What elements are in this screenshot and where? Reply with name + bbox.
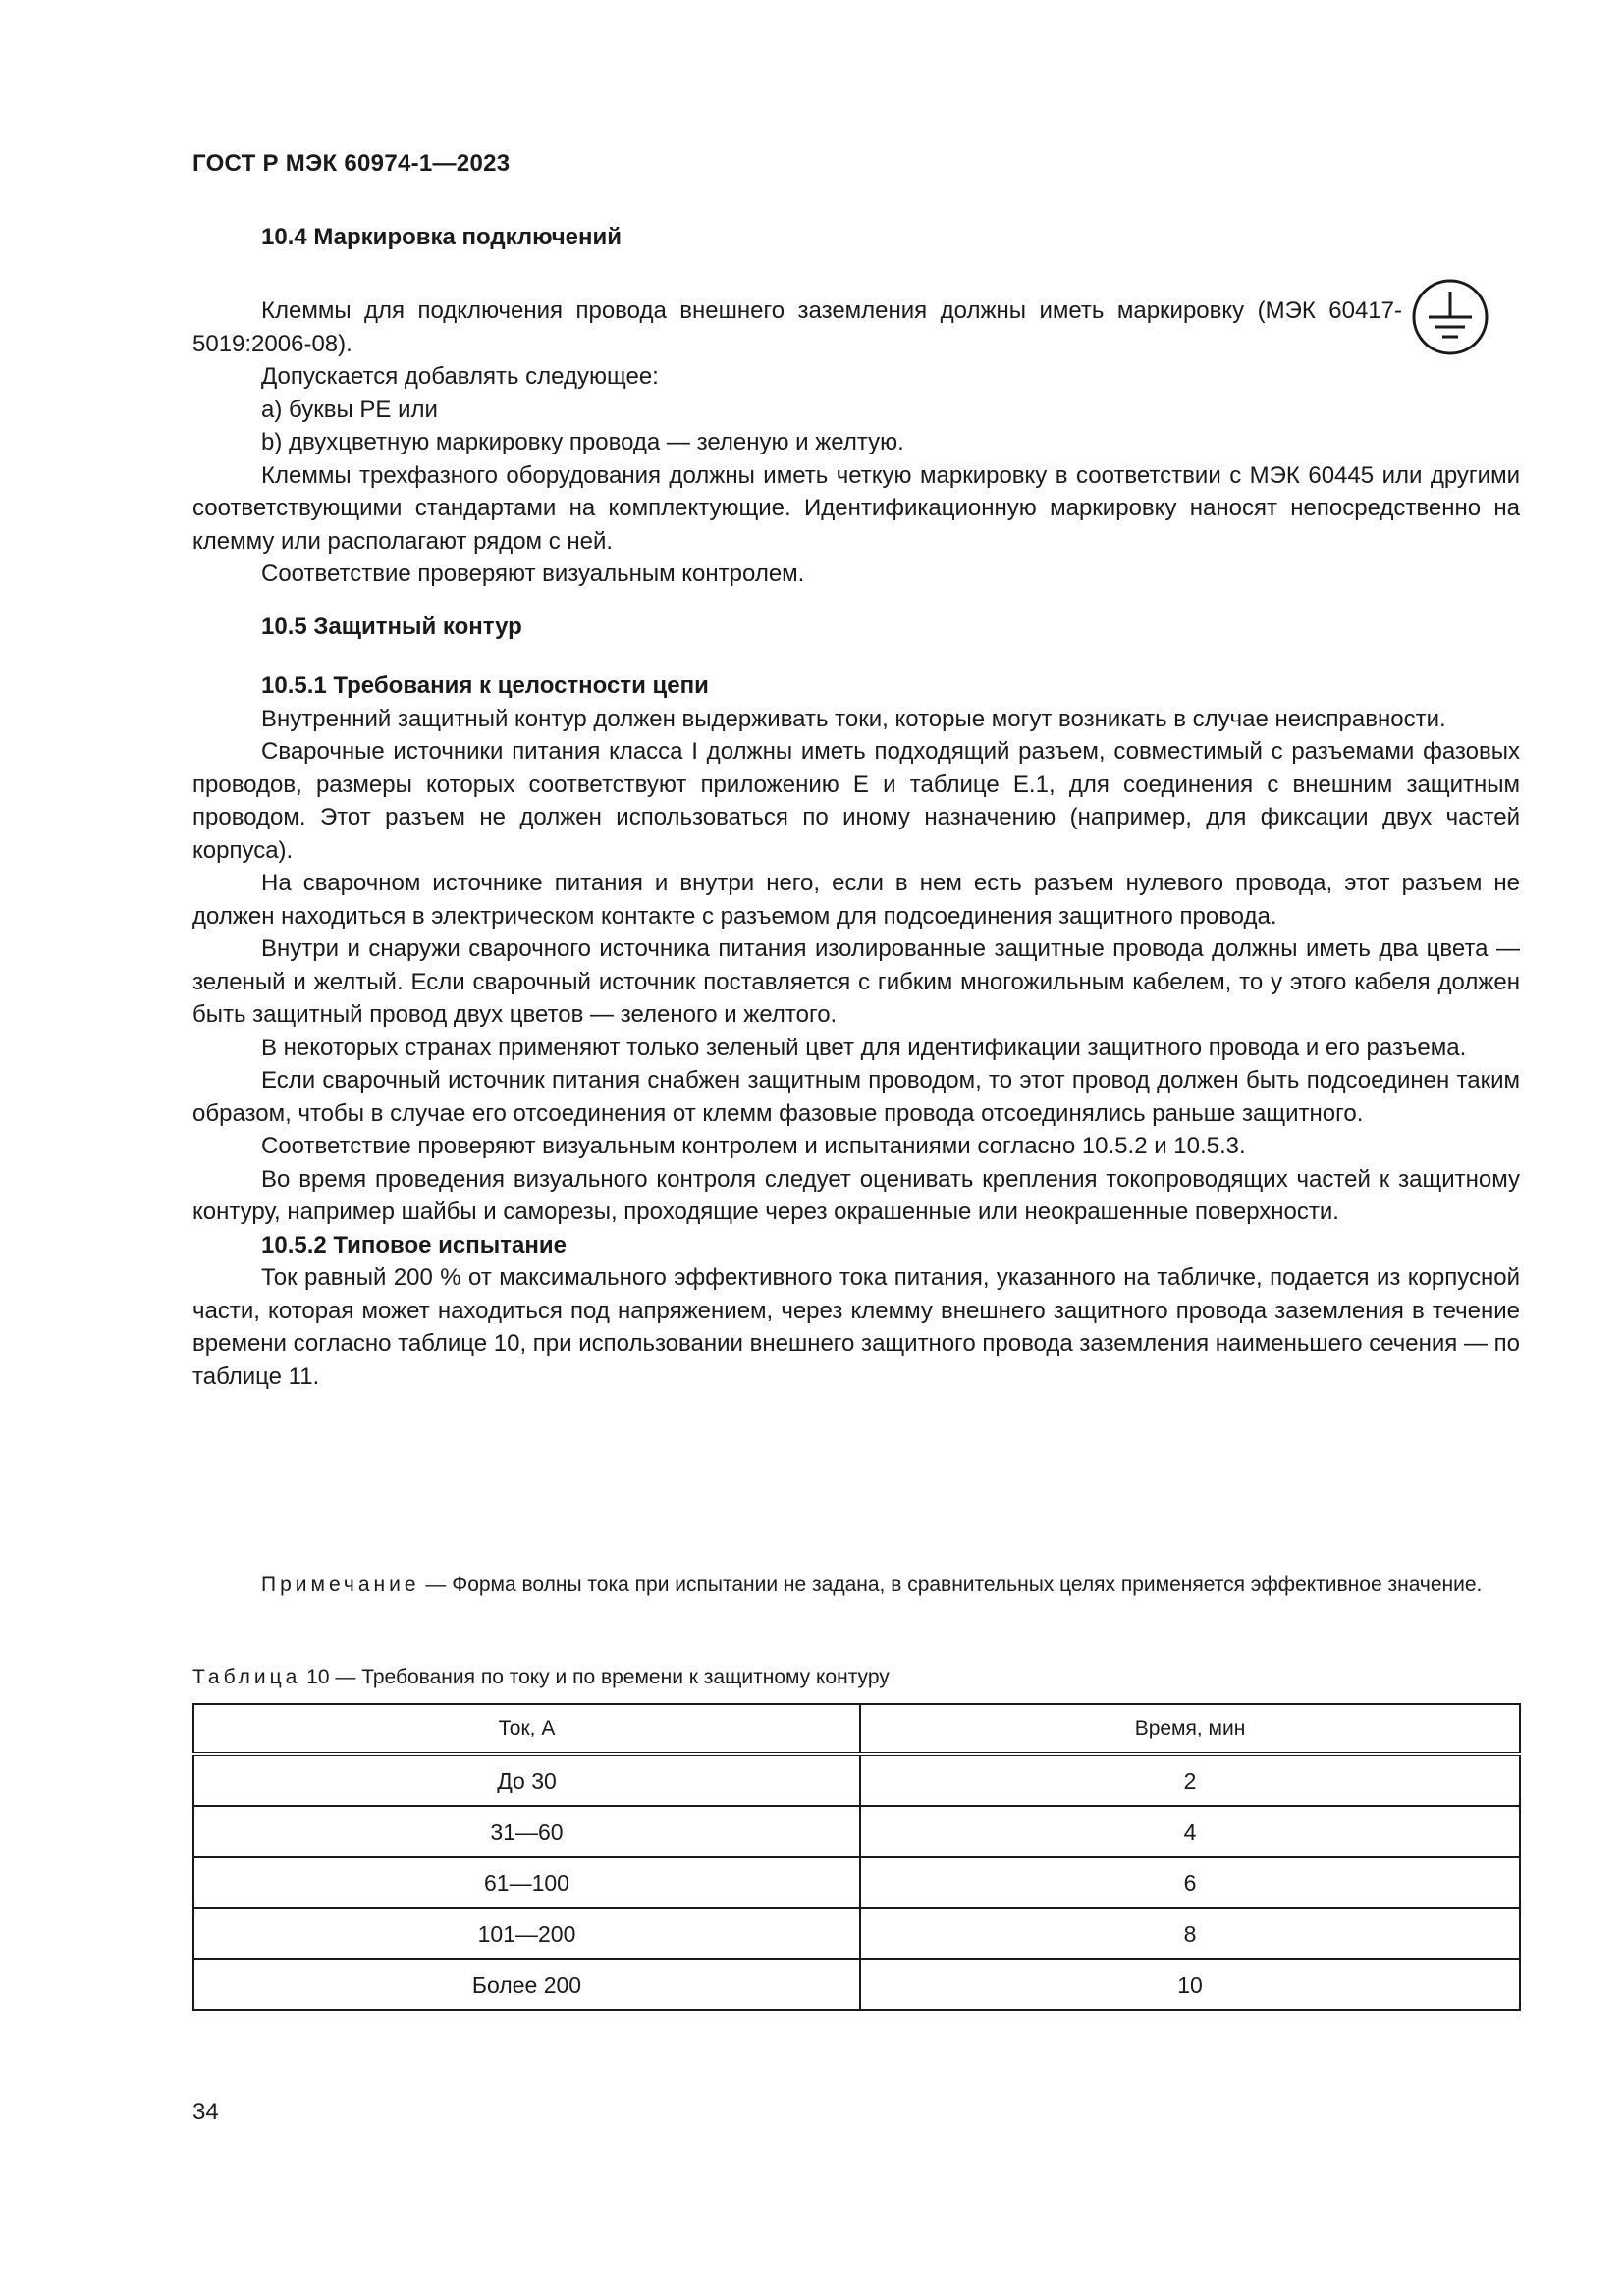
section-10-4-body: [192, 360, 1520, 591]
section-10-5: [192, 614, 1520, 641]
section-10-4: [192, 224, 1520, 251]
section-10-4-paragraph-4: Соответствие проверяют визуальным контролем.: [261, 561, 805, 587]
section-10-5-2-paragraph-1: Ток равный 200 % от максимального эффективного тока питания, указанного на табличке, подается из корпусной части, которая может находиться под напряжением, через клемму внешнего защитного провода заземления в течение времени согласно таблице 10, при использовании внешнего защитного провода заземления наименьшего сечения — по таблице 11.: [192, 1264, 1520, 1390]
section-10-5-1-paragraph-8: Во время проведения визуального контроля следует оценивать крепления токопроводящих частей к защитному контуру, например шайбы и саморезы, проходящие через окрашенные или неокрашенные поверхности.: [192, 1165, 1520, 1225]
table-row: [193, 1857, 1520, 1908]
section-10-4-title: 10.4 Маркировка подключений: [261, 224, 623, 250]
cell-time: 4: [860, 1806, 1520, 1857]
section-10-5-title: 10.5 Защитный контур: [261, 614, 522, 640]
table-row: [193, 1754, 1520, 1806]
cell-current: 31—60: [193, 1806, 860, 1857]
cell-time: 10: [860, 1959, 1520, 2010]
cell-current: 61—100: [193, 1857, 860, 1908]
section-10-5-1-paragraph-7: Соответствие проверяют визуальным контролем и испытаниями согласно 10.5.2 и 10.5.3.: [261, 1133, 1246, 1159]
column-header-time: Время, мин: [860, 1704, 1520, 1754]
section-10-4-paragraph-3: Клеммы трехфазного оборудования должны иметь четкую маркировку в соответствии с МЭК 60445 или другими соответствующими стандартами на комплектующие. Идентификационную маркировку наносят непосредственно на клемму или располагают рядом с ней.: [192, 461, 1520, 555]
section-10-5-1-paragraph-1: Внутренний защитный контур должен выдерживать токи, которые могут возникать в случае неисправности.: [261, 705, 1446, 732]
section-10-5-1-paragraph-3: На сварочном источнике питания и внутри него, если в нем есть разъем нулевого провода, этот разъем не должен находиться в электрическом контакте с разъемом для подсоединения защитного провода.: [192, 870, 1520, 930]
note: [192, 1571, 1520, 1600]
note-text: — Форма волны тока при испытании не задана, в сравнительных целях применяется эффективное значение.: [419, 1574, 1483, 1596]
table-row: [193, 1806, 1520, 1857]
table-caption-label: Таблица: [192, 1666, 301, 1688]
column-header-current: Ток, А: [193, 1704, 860, 1754]
list-item-b: b) двухцветную маркировку провода — зеленую и желтую.: [261, 429, 904, 455]
cell-time: 6: [860, 1857, 1520, 1908]
standard-header: ГОСТ Р МЭК 60974-1—2023: [192, 150, 511, 177]
section-10-5-1-paragraph-5: В некоторых странах применяют только зеленый цвет для идентификации защитного провода и его разъема.: [261, 1034, 1467, 1061]
table-header-row: [193, 1704, 1520, 1754]
table-10: [192, 1703, 1521, 2011]
page-number: 34: [192, 2099, 219, 2125]
cell-time: 2: [860, 1754, 1520, 1806]
table-row: [193, 1908, 1520, 1959]
table-caption-text: 10 — Требования по току и по времени к защитному контуру: [300, 1666, 890, 1688]
section-10-5-1-title: 10.5.1 Требования к целостности цепи: [261, 672, 709, 699]
section-10-5-1-paragraph-4: Внутри и снаружи сварочного источника питания изолированные защитные провода должны иметь два цвета — зеленый и желтый. Если сварочный источник поставляется с гибким многожильным кабелем, то у этого кабеля должен быть защитный провод двух цветов — зеленого и желтого.: [192, 935, 1520, 1028]
note-label: Примечание: [261, 1574, 420, 1596]
cell-current: 101—200: [193, 1908, 860, 1959]
section-10-5-1-paragraph-2: Сварочные источники питания класса I должны иметь подходящий разъем, совместимый с разъемами фазовых проводов, размеры которых соответствуют приложению E и таблице E.1, для соединения с внешним защитным проводом. Этот разъем не должен использоваться по иному назначению (например, для фиксации двух частей корпуса).: [192, 738, 1520, 864]
section-10-5-1: [192, 669, 1520, 1393]
section-10-4-p1-block: [192, 294, 1402, 360]
note-block: [192, 1571, 1520, 1600]
list-item-a: a) буквы PE или: [261, 396, 438, 423]
cell-time: 8: [860, 1908, 1520, 1959]
cell-current: До 30: [193, 1754, 860, 1806]
table-row: [193, 1959, 1520, 2010]
section-10-4-paragraph-2: Допускается добавлять следующее:: [261, 363, 659, 390]
table-10-caption: [192, 1666, 890, 1689]
cell-current: Более 200: [193, 1959, 860, 2010]
protective-earth-icon: [1411, 278, 1489, 356]
section-10-5-2-title: 10.5.2 Типовое испытание: [261, 1231, 567, 1258]
section-10-5-1-paragraph-6: Если сварочный источник питания снабжен защитным проводом, то этот провод должен быть подсоединен таким образом, чтобы в случае его отсоединения от клемм фазовые провода отсоединялись раньше защитного.: [192, 1067, 1520, 1127]
section-10-4-paragraph-1: Клеммы для подключения провода внешнего заземления должны иметь маркировку (МЭК 60417-5019:2006-08).: [192, 297, 1402, 357]
